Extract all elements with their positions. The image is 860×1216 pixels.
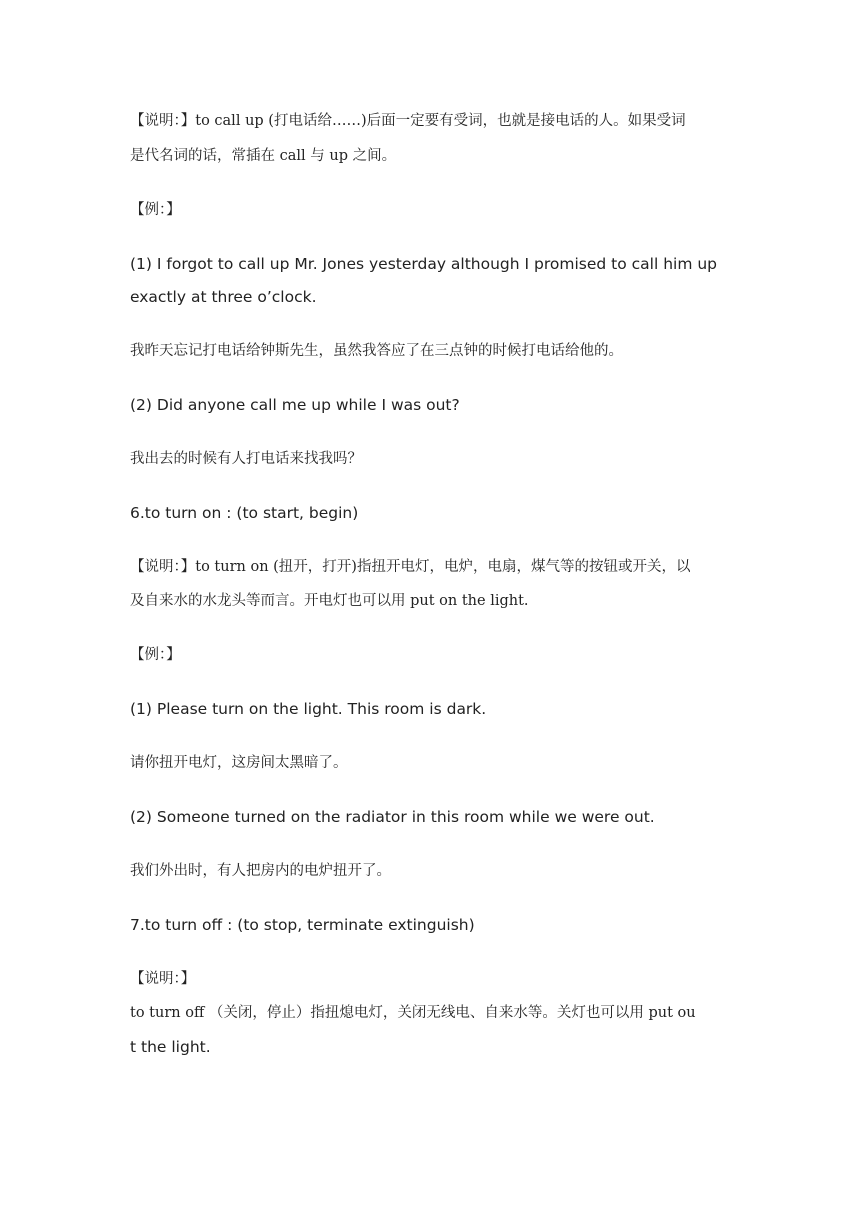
- section-7-heading: 6.to turn on : (to start, begin): [130, 504, 359, 522]
- example-2-english: (2) Did anyone call me up while I was out?: [130, 396, 460, 414]
- note-call-up-line-2: 是代名词的话，常插在 call 与 up 之间。: [130, 148, 397, 164]
- example-1-chinese: 我昨天忘记打电话给钟斯先生，虽然我答应了在三点钟的时候打电话给他的。: [130, 343, 623, 359]
- section-8-heading: 7.to turn off : (to stop, terminate extinguish): [130, 916, 475, 934]
- example-heading: 【例：】: [130, 202, 181, 218]
- example-1-english-line-2: exactly at three o’clock.: [130, 288, 317, 306]
- note-heading: 【说明：】: [130, 971, 196, 987]
- note-turn-on-line-1: 【说明：】to turn on (扭开，打开)指扭开电灯，电炉，电扇，煤气等的按钮或开关，以: [130, 559, 691, 575]
- example-heading: 【例：】: [130, 647, 181, 663]
- note-turn-off-line-2: t the light.: [130, 1038, 211, 1056]
- example-2-chinese: 我出去的时候有人打电话来找我吗？: [130, 451, 362, 467]
- example-2-english: (2) Someone turned on the radiator in this room while we were out.: [130, 808, 655, 826]
- example-1-english: (1) Please turn on the light. This room is dark.: [130, 700, 487, 718]
- note-call-up-line-1: 【说明：】to call up (打电话给……)后面一定要有受词，也就是接电话的人。如果受词: [130, 113, 686, 129]
- note-turn-off-line-1: to turn off （关闭，停止）指扭熄电灯，关闭无线电、自来水等。关灯也可以用 put ou: [130, 1005, 696, 1021]
- example-2-chinese: 我们外出时，有人把房内的电炉扭开了。: [130, 863, 391, 879]
- example-1-english-line-1: (1) I forgot to call up Mr. Jones yesterday although I promised to call him up: [130, 255, 718, 273]
- example-1-chinese: 请你扭开电灯，这房间太黑暗了。: [130, 755, 348, 771]
- note-turn-on-line-2: 及自来水的水龙头等而言。开电灯也可以用 put on the light.: [130, 593, 529, 609]
